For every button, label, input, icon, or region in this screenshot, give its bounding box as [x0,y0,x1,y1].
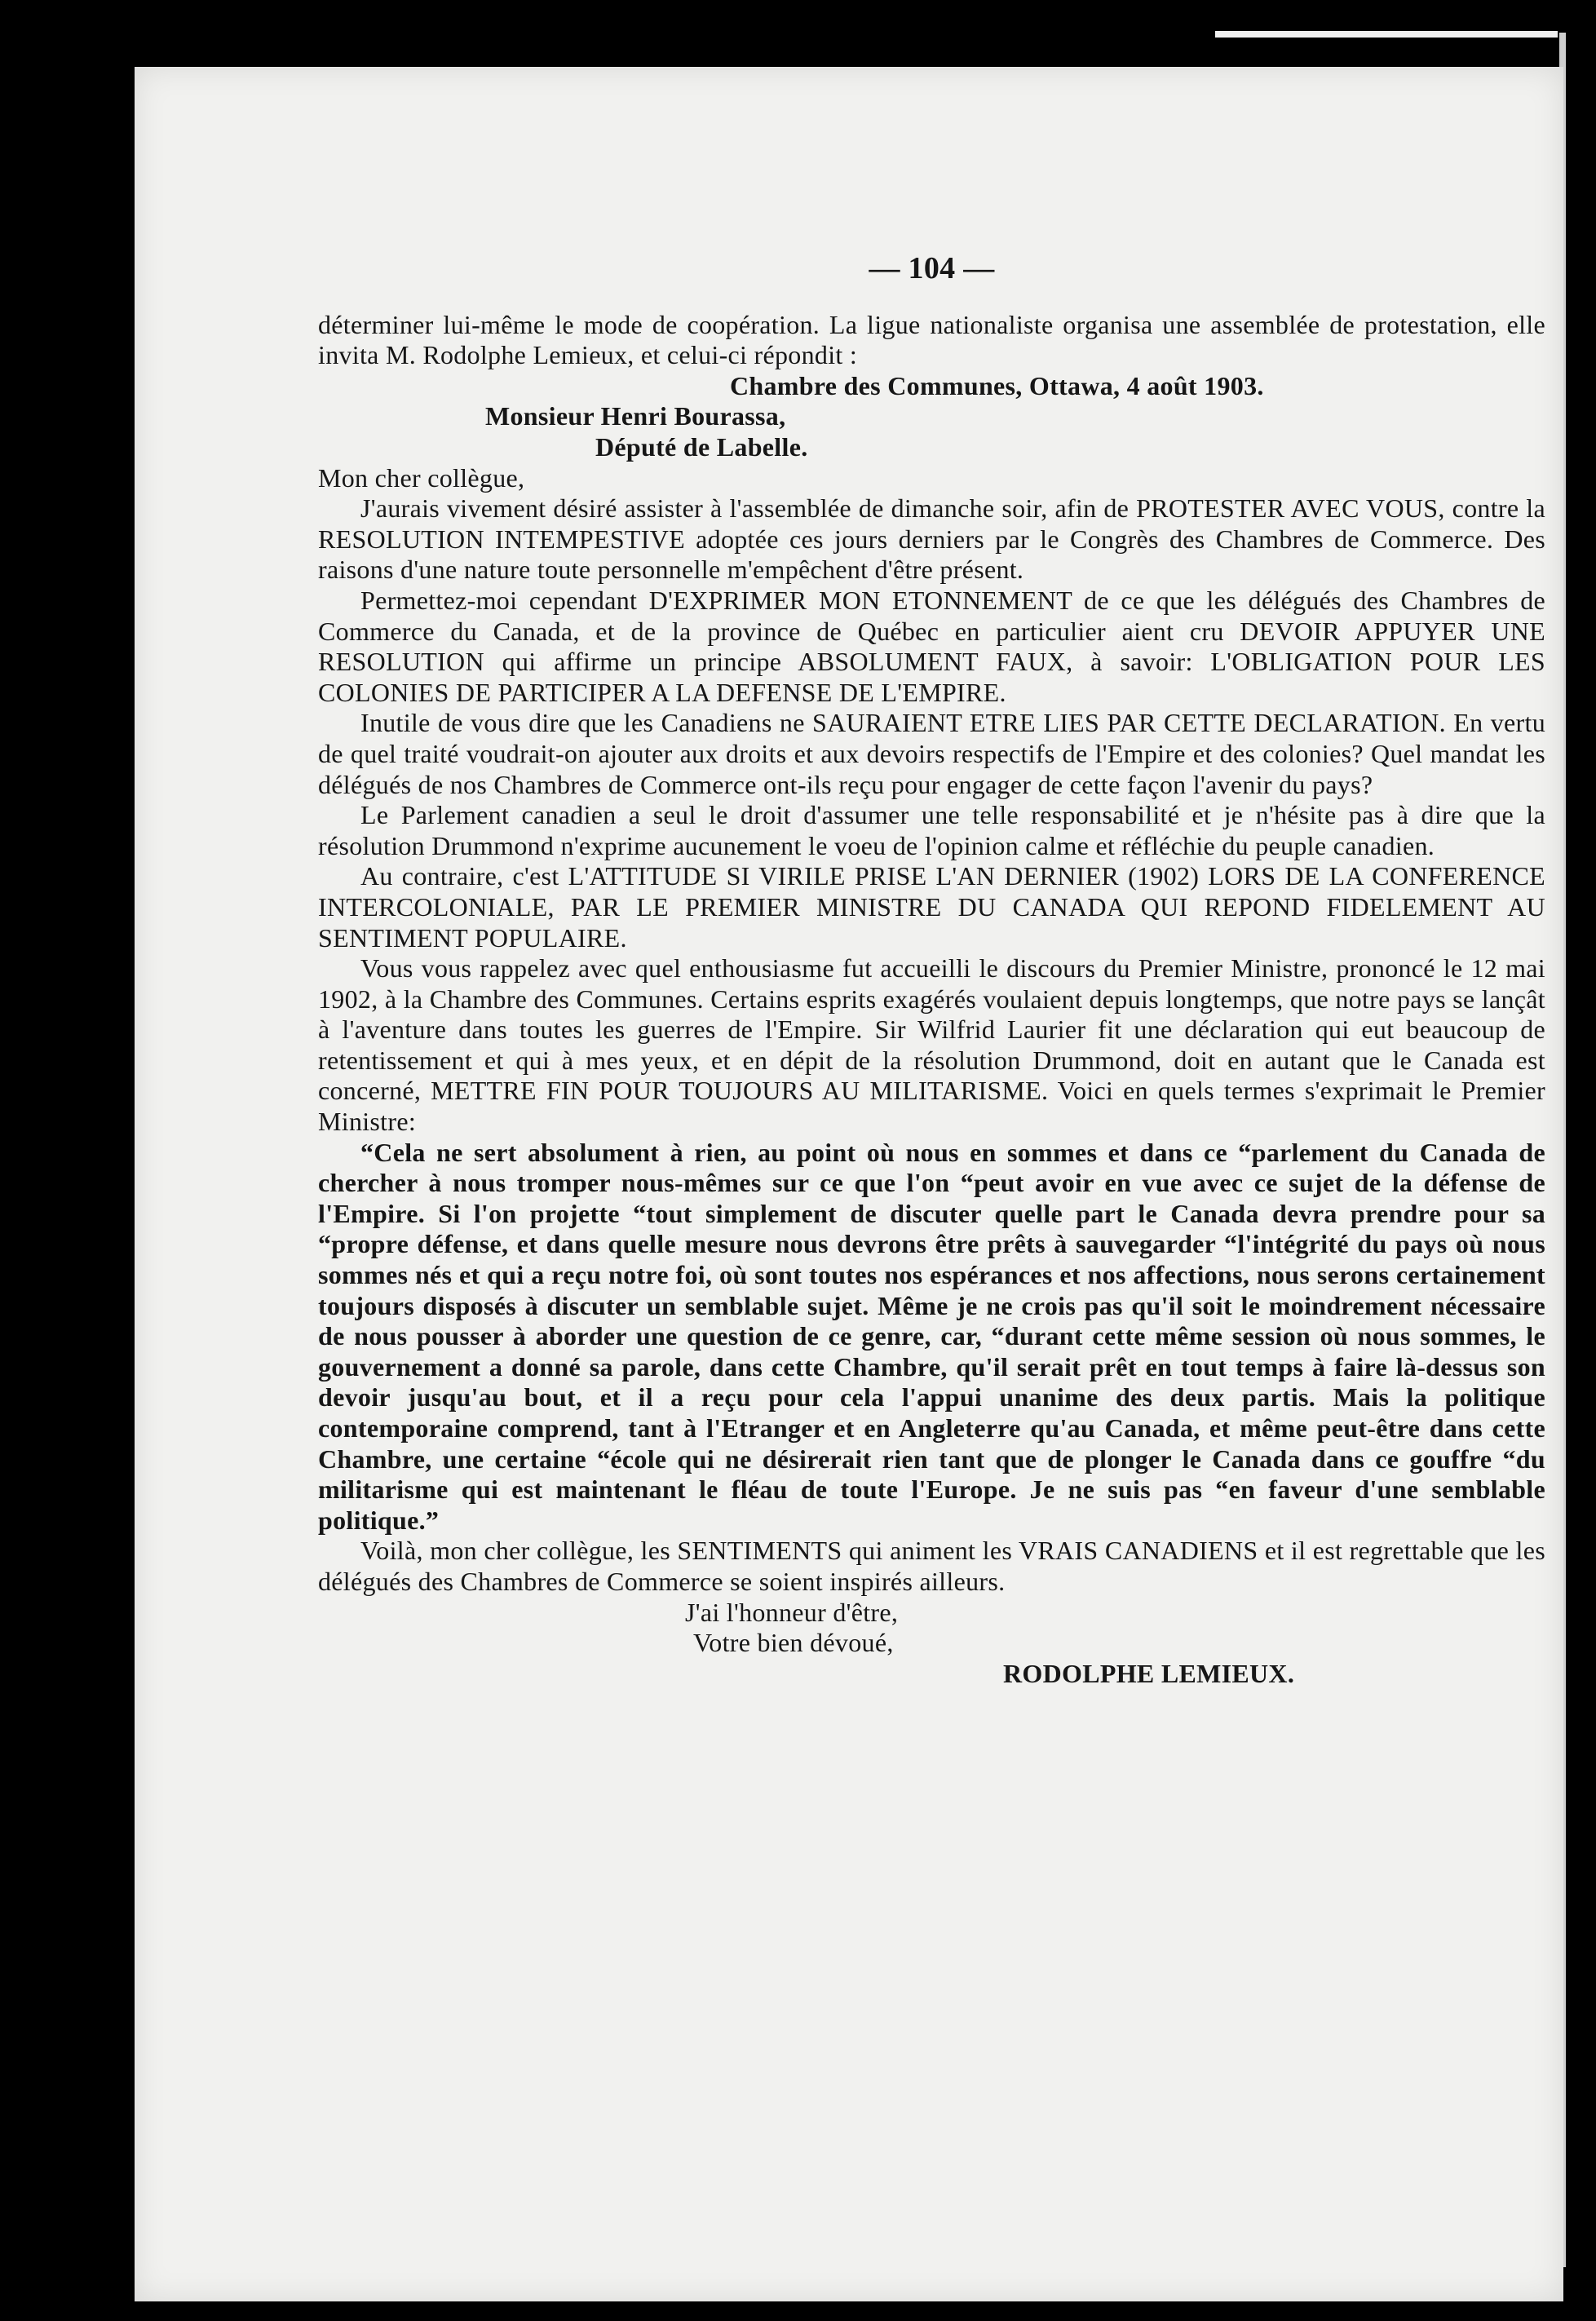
letter-paragraph: Permettez-moi cependant D'EXPRIMER MON ETONNEMENT de ce que les délégués des Chambres de Commerce du Canada, et de la province de Québec en particulier aient cru DEVOIR APPUYER UNE RESOLUTION qui affirme un principe ABSOLUMENT FAUX, à savoir: L'OBLIGATION POUR LES COLONIES DE PARTICIPER A LA DEFENSE DE L'EMPIRE. [318,585,1545,707]
scan-edge-top [1215,31,1558,38]
scanned-page [135,67,1563,2301]
letter-paragraph: Vous vous rappelez avec quel enthousiasme fut accueilli le discours du Premier Ministre, prononcé le 12 mai 1902, à la Chambre des Communes. Certains esprits exagérés voulaient depuis longtemps, que notre pays se lançât à l'aventure dans toutes les guerres de l'Empire. Sir Wilfrid Laurier fit une déclaration qui eut beaucoup de retentissement et qui à mes yeux, et en dépit de la résolution Drummond, doit en autant que le Canada est concerné, METTRE FIN POUR TOUJOURS AU MILITARISME. Voici en quels termes s'exprimait le Premier Ministre: [318,953,1545,1137]
letter-place-date: Chambre des Communes, Ottawa, 4 août 1903. [730,370,1264,400]
page-number: — 104 — [869,251,995,285]
letter-paragraph: Au contraire, c'est L'ATTITUDE SI VIRILE PRISE L'AN DERNIER (1902) LORS DE LA CONFERENCE INTERCOLONIALE, PAR LE PREMIER MINISTRE DU CANADA QUI REPOND FIDELEMENT AU SENTIMENT POPULAIRE. [318,861,1545,953]
laurier-quotation: “Cela ne sert absolument à rien, au point où nous en sommes et dans ce “parlement du Canada de chercher à nous tromper nous-mêmes sur ce que l'on “peut avoir en vue avec ce sujet de la défense de l'Empire. Si l'on projette “tout simplement de discuter quelle part le Canada devra prendre pour sa “propre défense, et dans quelle mesure nous devrons être prêts à sauvegarder “l'intégrité du pays où nous sommes nés et qui a reçu notre foi, où sont toutes nos espérances et nos affections, nous serons certainement toujours disposés à discuter un semblable sujet. Même je ne crois pas qu'il soit le moindrement nécessaire de nous pousser à aborder une question de ce genre, car, “durant cette même session où nous sommes, le gouvernement a donné sa parole, dans cette Chambre, qu'il serait prêt en tout temps à faire là-dessus son devoir jusqu'au bout, et il a reçu pour cela l'appui unanime des deux partis. Mais la politique contemporaine comprend, tant à l'Etranger et en Angleterre qu'au Canada, et même peut-être dans cette Chambre, une certaine “école qui ne désirerait rien tant que de plonger le Canada dans ce gouffre “du militarisme qui est maintenant le fléau de toute l'Europe. Je ne suis pas “en faveur d'une semblable politique.” [318,1137,1545,1535]
letter-recipient-title: Député de Labelle. [595,432,808,462]
letter-paragraph: Le Parlement canadien a seul le droit d'assumer une telle responsabilité et je n'hésite pas à dire que la résolution Drummond n'exprime aucunement le voeu de l'opinion calme et réfléchie du peuple canadien. [318,800,1545,860]
salutation: Mon cher collègue, [318,462,525,493]
letter-paragraph: Inutile de vous dire que les Canadiens ne SAURAIENT ETRE LIES PAR CETTE DECLARATION. En vertu de quel traité voudrait-on ajouter aux droits et aux devoirs respectifs de l'Empire et des colonies? Quel mandat les délégués de nos Chambres de Commerce ont-ils reçu pour engager de cette façon l'avenir du pays? [318,708,1545,799]
closing-line: J'ai l'honneur d'être, [685,1597,899,1627]
letter-paragraph: J'aurais vivement désiré assister à l'assemblée de dimanche soir, afin de PROTESTER AVEC VOUS, contre la RESOLUTION INTEMPESTIVE adoptée ces jours derniers par le Congrès des Chambres de Commerce. Des raisons d'une nature toute personnelle m'empêchent d'être présent. [318,493,1545,585]
signature: RODOLPHE LEMIEUX. [1003,1658,1295,1688]
intro-paragraph: déterminer lui-même le mode de coopération. La ligue nationaliste organisa une assemblée de protestation, elle invita M. Rodolphe Lemieux, et celui-ci répondit : [318,309,1545,370]
letter-recipient-name: Monsieur Henri Bourassa, [485,401,786,431]
page-content [318,250,1545,2208]
conclusion-paragraph: Voilà, mon cher collègue, les SENTIMENTS qui animent les VRAIS CANADIENS et il est regrettable que les délégués des Chambres de Commerce se soient inspirés ailleurs. [318,1536,1545,1596]
closing-line-2: Votre bien dévoué, [693,1628,894,1658]
